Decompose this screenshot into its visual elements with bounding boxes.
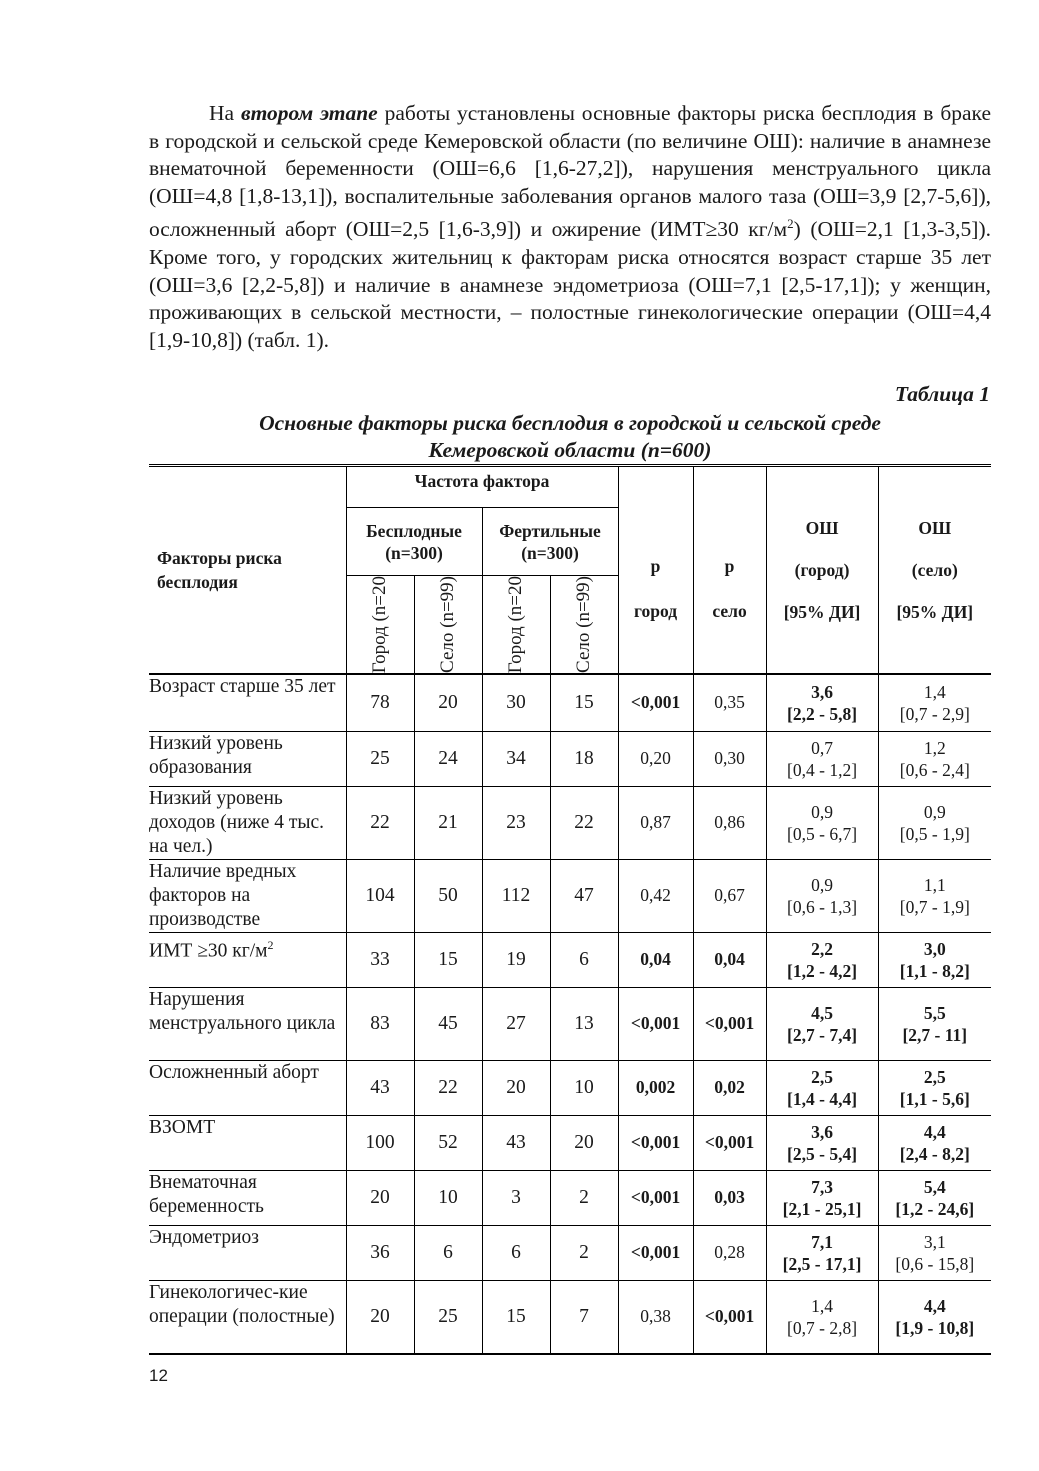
table-row [149,1225,991,1280]
cell-p-village: 0,35 [693,674,766,731]
table-row [149,786,991,859]
table-row [149,1060,991,1115]
cell-count-c2: 43 [482,1115,550,1170]
cell-or-city: 0,9 [0,6 - 1,3] [766,859,878,932]
para-sup: 2 [787,216,794,232]
cell-p-city: 0,38 [618,1280,693,1354]
cell-or-city: 0,7 [0,4 - 1,2] [766,731,878,786]
cell-factor: Внематочная беременность [149,1170,346,1225]
cell-factor: Эндометриоз [149,1225,346,1280]
cell-p-village: <0,001 [693,1115,766,1170]
cell-count-c2: 6 [482,1225,550,1280]
table-title [149,410,991,464]
cell-count-v2: 47 [550,859,618,932]
cell-or-village: 1,1 [0,7 - 1,9] [878,859,991,932]
cell-count-v2: 20 [550,1115,618,1170]
cell-factor: Осложненный аборт [149,1060,346,1115]
para-intro: На [209,101,241,125]
cell-count-v2: 13 [550,987,618,1060]
cell-p-city: 0,42 [618,859,693,932]
cell-or-city: 3,6 [2,5 - 5,4] [766,1115,878,1170]
cell-factor: Низкий уровень образования [149,731,346,786]
cell-count-v2: 2 [550,1225,618,1280]
cell-count-c2: 19 [482,932,550,987]
cell-count-c1: 83 [346,987,414,1060]
cell-p-city: <0,001 [618,1170,693,1225]
cell-or-city: 2,2 [1,2 - 4,2] [766,932,878,987]
table-row [149,859,991,932]
cell-count-c1: 20 [346,1170,414,1225]
cell-count-v1: 21 [414,786,482,859]
cell-count-c2: 15 [482,1280,550,1354]
cell-count-v2: 2 [550,1170,618,1225]
cell-count-c2: 3 [482,1170,550,1225]
cell-p-village: 0,30 [693,731,766,786]
cell-or-city: 2,5 [1,4 - 4,4] [766,1060,878,1115]
cell-p-village: 0,04 [693,932,766,987]
header-city-fertile: Город (n=20 [482,576,550,675]
cell-count-v1: 6 [414,1225,482,1280]
cell-or-village: 1,2 [0,6 - 2,4] [878,731,991,786]
cell-p-city: 0,002 [618,1060,693,1115]
cell-p-village: <0,001 [693,987,766,1060]
cell-count-c2: 30 [482,674,550,731]
table-row [149,1170,991,1225]
cell-or-village: 3,1 [0,6 - 15,8] [878,1225,991,1280]
cell-count-c1: 43 [346,1060,414,1115]
cell-count-v2: 7 [550,1280,618,1354]
header-p-city: р город [618,466,693,675]
header-frequency: Частота фактора [346,466,618,508]
cell-count-c1: 22 [346,786,414,859]
cell-count-v1: 50 [414,859,482,932]
cell-count-v1: 45 [414,987,482,1060]
cell-count-c1: 33 [346,932,414,987]
para-text-2: ) (ОШ=2,1 [1,3-3,5]). Кроме того, у городских жительниц к факторам риска относятся возраст старше 35 лет (ОШ=3,6 [2,2-5,8]) и наличие в анамнезе эндометриоза (ОШ=7,1 [2,5-17,1]); у женщин, проживающих в сельской местности, – полостные гинекологические операции (ОШ=4,4 [1,9-10,8]) (табл. 1). [149,217,991,352]
cell-or-village: 0,9 [0,5 - 1,9] [878,786,991,859]
header-infertile: Бесплодные (n=300) [346,508,482,576]
cell-count-c2: 20 [482,1060,550,1115]
table-row [149,731,991,786]
cell-count-c1: 104 [346,859,414,932]
table-row [149,674,991,731]
cell-count-v1: 20 [414,674,482,731]
table-title-line-1: Основные факторы риска бесплодия в городской и сельской среде [259,411,881,435]
header-or-village: ОШ (село) [95% ДИ] [878,466,991,675]
cell-p-village: 0,86 [693,786,766,859]
page-number: 12 [149,1366,168,1385]
cell-or-village: 4,4 [2,4 - 8,2] [878,1115,991,1170]
cell-count-c2: 112 [482,859,550,932]
header-village-infertile: Село (n=99) [414,576,482,675]
cell-count-v1: 25 [414,1280,482,1354]
cell-count-v2: 15 [550,674,618,731]
cell-p-city: <0,001 [618,1115,693,1170]
table-title-line-2: Кемеровской области (n=600) [428,438,712,462]
header-village-fertile: Село (n=99) [550,576,618,675]
cell-count-c1: 36 [346,1225,414,1280]
table-row [149,1280,991,1354]
cell-factor: Возраст старше 35 лет [149,674,346,731]
table-row [149,1115,991,1170]
cell-p-city: 0,20 [618,731,693,786]
cell-factor: Наличие вредных факторов на производстве [149,859,346,932]
cell-count-c2: 27 [482,987,550,1060]
header-city-infertile: Город (n=20 [346,576,414,675]
cell-p-city: <0,001 [618,987,693,1060]
body-paragraph [149,100,991,355]
table-label: Таблица 1 [894,382,990,406]
table-row [149,987,991,1060]
cell-p-city: 0,87 [618,786,693,859]
cell-or-city: 7,3 [2,1 - 25,1] [766,1170,878,1225]
cell-count-c1: 100 [346,1115,414,1170]
cell-count-v2: 22 [550,786,618,859]
cell-p-city: 0,04 [618,932,693,987]
cell-count-v2: 18 [550,731,618,786]
cell-or-city: 1,4 [0,7 - 2,8] [766,1280,878,1354]
table-row [149,932,991,987]
header-factors: Факторы риска бесплодия [149,466,346,675]
cell-factor: Нарушения менструального цикла [149,987,346,1060]
header-or-city: ОШ (город) [95% ДИ] [766,466,878,675]
cell-count-v1: 24 [414,731,482,786]
cell-p-village: 0,03 [693,1170,766,1225]
cell-count-c1: 25 [346,731,414,786]
cell-or-village: 1,4 [0,7 - 2,9] [878,674,991,731]
cell-or-village: 2,5 [1,1 - 5,6] [878,1060,991,1115]
cell-count-v2: 6 [550,932,618,987]
cell-count-v1: 52 [414,1115,482,1170]
cell-count-c2: 23 [482,786,550,859]
header-fertile: Фертильные (n=300) [482,508,618,576]
cell-factor: Гинекологичес-кие операции (полостные) [149,1280,346,1354]
cell-count-v1: 10 [414,1170,482,1225]
cell-count-v1: 15 [414,932,482,987]
header-p-village: р село [693,466,766,675]
cell-p-village: <0,001 [693,1280,766,1354]
para-emphasis: втором этапе [240,101,378,125]
cell-or-city: 7,1 [2,5 - 17,1] [766,1225,878,1280]
cell-p-village: 0,02 [693,1060,766,1115]
cell-or-village: 5,5 [2,7 - 11] [878,987,991,1060]
cell-p-city: <0,001 [618,674,693,731]
cell-factor: ИМТ ≥30 $кг/м^2$ [149,932,346,987]
cell-factor: Низкий уровень доходов (ниже 4 тыс. на чел.) [149,786,346,859]
cell-or-village: 4,4 [1,9 - 10,8] [878,1280,991,1354]
cell-or-city: 0,9 [0,5 - 6,7] [766,786,878,859]
cell-factor: ВЗОМТ [149,1115,346,1170]
cell-count-c2: 34 [482,731,550,786]
cell-or-city: 4,5 [2,7 - 7,4] [766,987,878,1060]
cell-or-village: 5,4 [1,2 - 24,6] [878,1170,991,1225]
cell-or-city: 3,6 [2,2 - 5,8] [766,674,878,731]
cell-count-c1: 78 [346,674,414,731]
cell-count-c1: 20 [346,1280,414,1354]
cell-p-village: 0,67 [693,859,766,932]
cell-p-city: <0,001 [618,1225,693,1280]
risk-factors-table [149,464,991,1355]
cell-p-village: 0,28 [693,1225,766,1280]
para-text-1: работы установлены основные факторы риска бесплодия в браке в городской и сельской среде Кемеровской области (по величине ОШ): наличие в анамнезе внематочной беременности (ОШ=6,6 [1,6-27,2]), нарушения менструального цикла (ОШ=4,8 [1,8-13,1]), воспалительные заболевания органов малого таза (ОШ=3,9 [2,7-5,6]), осложненный аборт (ОШ=2,5 [1,6-3,9]) и ожирение (ИМТ≥30 кг/м [149,101,992,242]
cell-count-v2: 10 [550,1060,618,1115]
cell-or-village: 3,0 [1,1 - 8,2] [878,932,991,987]
cell-count-v1: 22 [414,1060,482,1115]
